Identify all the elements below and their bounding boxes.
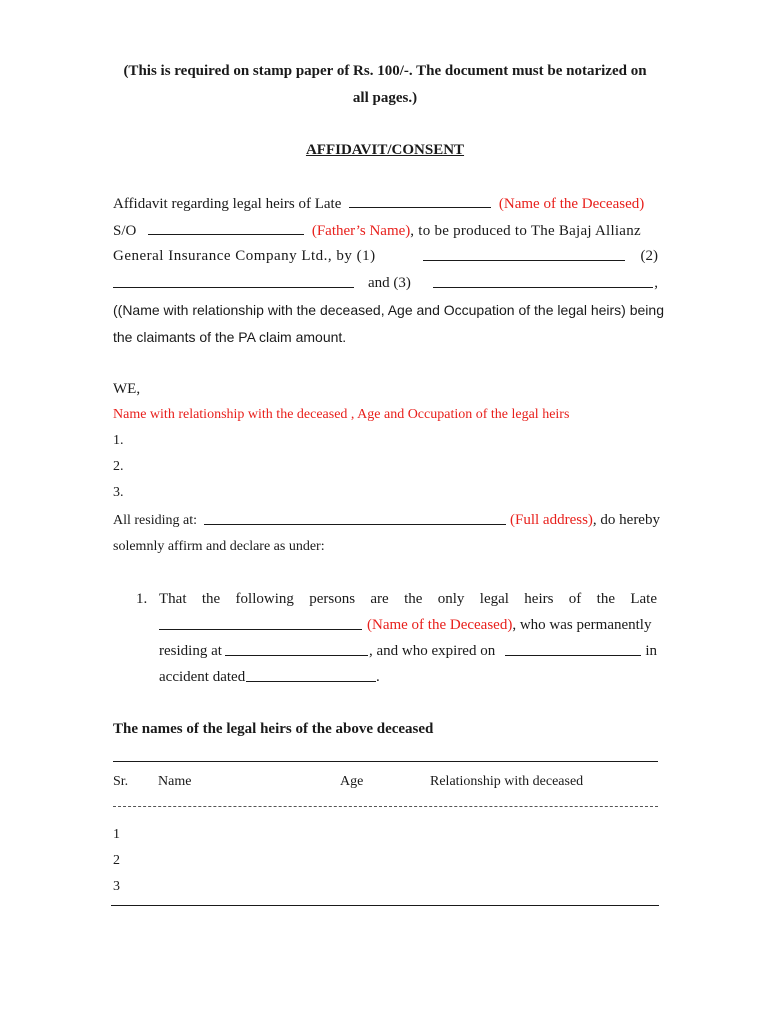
residing-label: All residing at: [113, 513, 197, 528]
heir-item-1: 1. [113, 433, 124, 448]
deceased-name-blank[interactable] [349, 194, 491, 208]
intro-text: General Insurance Company Ltd., by (1) [113, 248, 376, 264]
stamp-note-line1: (This is required on stamp paper of Rs. 100/-. The document must be notarized on [123, 63, 647, 79]
deceased-name-hint: (Name of the Deceased) [498, 196, 645, 212]
heir-3-label: and (3) [368, 275, 411, 291]
intro-line-6: the claimants of the PA claim amount. [113, 329, 347, 345]
table-header-divider [113, 806, 658, 807]
we-label: WE, [113, 381, 141, 397]
clause-line-4 [159, 668, 657, 686]
table-top-rule [113, 761, 658, 762]
intro-text: Affidavit regarding legal heirs of Late [113, 196, 342, 212]
clause-residing-blank[interactable] [225, 642, 368, 656]
col-sr: Sr. [113, 774, 129, 789]
heir-2-blank[interactable] [113, 274, 354, 288]
in-label: in [645, 643, 657, 659]
intro-line-5: ((Name with relationship with the deceased, Age and Occupation of the legal heirs) being [113, 302, 664, 318]
stamp-note-line2: all pages.) [352, 90, 418, 106]
heir-item-2: 2. [113, 459, 124, 474]
intro-text: , to be produced to The Bajaj Allianz [410, 223, 641, 239]
heirs-table-heading: The names of the legal heirs of the above deceased [113, 721, 434, 737]
residing-at-label: residing at [159, 643, 222, 659]
residing-text: , do hereby [592, 512, 660, 528]
father-name-blank[interactable] [148, 221, 304, 235]
heir-1-blank[interactable] [423, 247, 625, 261]
expired-date-blank[interactable] [505, 642, 641, 656]
col-relationship: Relationship with deceased [430, 774, 584, 789]
residing-blank[interactable] [204, 511, 506, 525]
intro-line-2 [113, 221, 641, 240]
affirm-line: solemnly affirm and declare as under: [113, 539, 325, 554]
clause-text: , who was permanently [512, 617, 652, 633]
col-age: Age [340, 774, 364, 789]
heirs-instruction: Name with relationship with the deceased , Age and Occupation of the legal heirs [113, 407, 570, 422]
accident-dated-label: accident dated [159, 669, 246, 685]
clause-number: 1. [136, 591, 148, 607]
table-row: 1 [113, 827, 120, 842]
full-address-hint: (Full address) [510, 512, 593, 528]
clause-deceased-hint: (Name of the Deceased) [367, 617, 513, 633]
heir-2-label: (2) [640, 248, 658, 264]
heir-3-blank[interactable] [433, 274, 653, 288]
period: . [376, 669, 380, 685]
expired-on-label: , and who expired on [369, 643, 496, 659]
col-name: Name [158, 774, 192, 789]
intro-line-3 [113, 247, 658, 265]
table-row: 2 [113, 853, 120, 868]
intro-line-1 [113, 194, 644, 213]
heir-item-3: 3. [113, 485, 124, 500]
clause-deceased-blank[interactable] [159, 616, 362, 630]
clause-line-3 [159, 642, 657, 660]
table-bottom-rule [111, 905, 659, 906]
father-name-hint: (Father’s Name) [311, 223, 411, 239]
accident-date-blank[interactable] [246, 668, 376, 682]
document-title: AFFIDAVIT/CONSENT [305, 142, 465, 158]
clause-line-1: That the following persons are the only legal heirs of the Late [159, 591, 657, 607]
so-label: S/O [113, 223, 137, 239]
comma: , [654, 275, 658, 291]
table-row: 3 [113, 879, 120, 894]
residing-line [113, 511, 658, 530]
